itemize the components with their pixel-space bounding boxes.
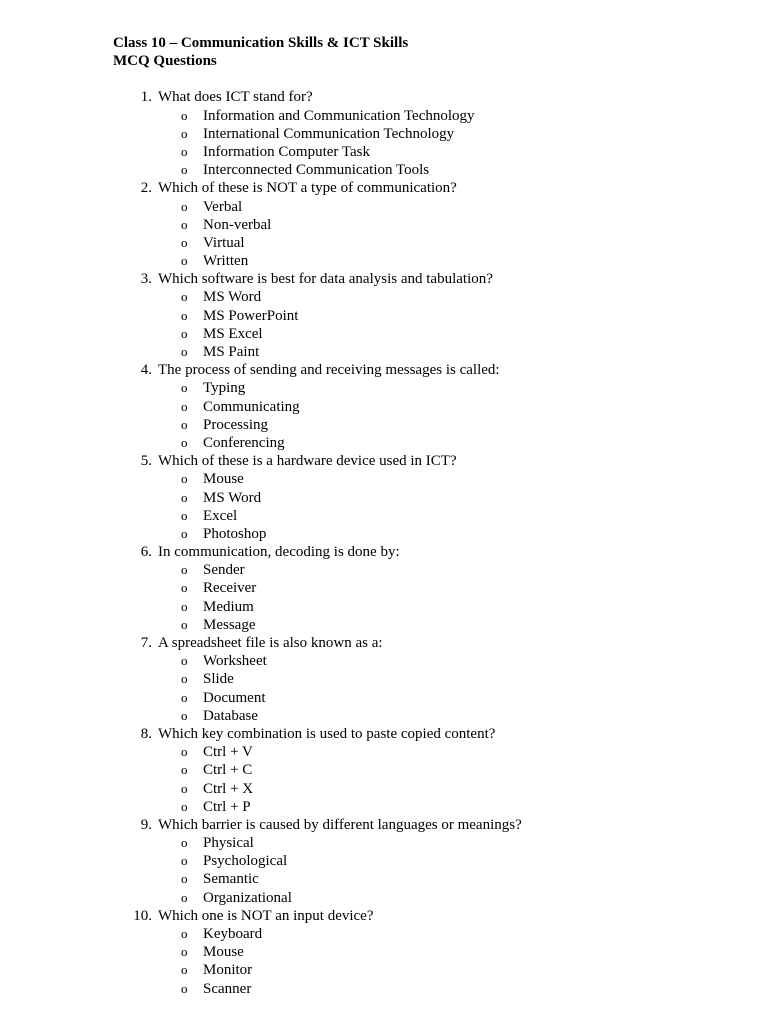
question-row	[113, 452, 733, 470]
option-item	[113, 198, 733, 216]
option-text: Physical	[203, 835, 254, 852]
bullet-icon: o	[181, 889, 188, 905]
question-text: The process of sending and receiving messages is called:	[158, 362, 500, 379]
question-row	[113, 179, 733, 197]
option-item	[113, 579, 733, 597]
option-text: Ctrl + X	[203, 780, 254, 797]
option-item	[113, 525, 733, 543]
option-item	[113, 125, 733, 143]
option-item	[113, 943, 733, 961]
option-text: Database	[203, 707, 258, 724]
option-item	[113, 834, 733, 852]
document-title: Class 10 – Communication Skills & ICT Skills	[113, 35, 409, 51]
bullet-icon: o	[181, 489, 188, 505]
option-item	[113, 925, 733, 943]
option-item	[113, 379, 733, 397]
question-number: 4.	[140, 362, 152, 379]
question-number: 2.	[140, 180, 152, 197]
option-text: Medium	[203, 598, 254, 615]
question-row	[113, 88, 733, 106]
bullet-icon: o	[181, 107, 188, 123]
option-item	[113, 470, 733, 488]
question-row	[113, 816, 733, 834]
bullet-icon: o	[181, 653, 188, 669]
option-item	[113, 216, 733, 234]
bullet-icon: o	[181, 125, 188, 141]
option-text: Worksheet	[203, 653, 267, 670]
bullet-icon: o	[181, 616, 188, 632]
option-text: Information Computer Task	[203, 143, 370, 160]
option-text: Non-verbal	[203, 216, 272, 233]
option-text: Psychological	[203, 853, 288, 870]
question-text: A spreadsheet file is also known as a:	[158, 635, 383, 651]
option-item	[113, 961, 733, 979]
bullet-icon: o	[181, 143, 188, 159]
option-text: MS Paint	[203, 344, 260, 360]
bullet-icon: o	[181, 744, 188, 760]
option-item	[113, 252, 733, 270]
question-text: Which software is best for data analysis and tabulation?	[158, 271, 493, 288]
option-item	[113, 761, 733, 779]
bullet-icon: o	[181, 216, 188, 232]
option-item	[113, 507, 733, 525]
question-text: In communication, decoding is done by:	[158, 544, 400, 561]
option-text: Ctrl + P	[203, 798, 251, 815]
option-item	[113, 798, 733, 816]
option-text: Document	[203, 689, 266, 706]
question-text: Which of these is a hardware device used in ICT?	[158, 453, 457, 470]
bullet-icon: o	[181, 798, 188, 814]
question-item	[113, 543, 733, 634]
bullet-icon: o	[181, 471, 188, 487]
option-item	[113, 598, 733, 616]
option-text: Information and Communication Technology	[203, 107, 475, 124]
option-text: MS Word	[203, 289, 262, 306]
question-text: Which barrier is caused by different languages or meanings?	[158, 816, 522, 833]
option-item	[113, 561, 733, 579]
option-text: Excel	[203, 507, 238, 524]
option-item	[113, 852, 733, 870]
option-item	[113, 343, 733, 361]
bullet-icon: o	[181, 871, 188, 887]
question-list	[113, 88, 733, 997]
question-item	[113, 634, 733, 725]
bullet-icon: o	[181, 598, 188, 614]
bullet-icon: o	[181, 780, 188, 796]
option-item	[113, 743, 733, 761]
question-item	[113, 816, 733, 907]
bullet-icon: o	[181, 398, 188, 414]
bullet-icon: o	[181, 307, 188, 323]
option-item	[113, 107, 733, 125]
question-text: Which one is NOT an input device?	[158, 907, 374, 924]
bullet-icon: o	[181, 162, 188, 178]
option-item	[113, 288, 733, 306]
option-text: Mouse	[203, 944, 244, 961]
option-text: Virtual	[203, 234, 245, 251]
bullet-icon: o	[181, 434, 188, 450]
option-text: Photoshop	[203, 525, 267, 542]
question-item	[113, 907, 733, 998]
option-text: Receiver	[203, 580, 257, 597]
option-text: Sender	[203, 562, 245, 579]
question-number: 5.	[140, 453, 152, 470]
bullet-icon: o	[181, 926, 188, 941]
option-item	[113, 689, 733, 707]
option-item	[113, 870, 733, 888]
bullet-icon: o	[181, 944, 188, 960]
option-text: Keyboard	[203, 926, 263, 942]
question-row	[113, 361, 733, 379]
option-text: Typing	[203, 380, 246, 397]
bullet-icon: o	[181, 416, 188, 432]
option-item	[113, 416, 733, 434]
option-item	[113, 325, 733, 343]
question-item	[113, 270, 733, 361]
bullet-icon: o	[181, 562, 188, 578]
question-number: 7.	[140, 635, 152, 651]
option-text: Ctrl + C	[203, 762, 253, 779]
option-text: Verbal	[203, 198, 243, 215]
option-item	[113, 616, 733, 634]
question-text: Which key combination is used to paste copied content?	[158, 725, 496, 742]
question-item	[113, 179, 733, 270]
bullet-icon: o	[181, 762, 188, 778]
option-text: Scanner	[203, 980, 252, 997]
question-row	[113, 907, 733, 925]
option-text: Mouse	[203, 471, 244, 488]
bullet-icon: o	[181, 380, 188, 396]
option-item	[113, 434, 733, 452]
option-text: Slide	[203, 671, 234, 688]
question-number: 1.	[140, 89, 152, 106]
question-row	[113, 634, 733, 652]
option-text: Interconnected Communication Tools	[203, 162, 430, 179]
option-item	[113, 398, 733, 416]
question-row	[113, 270, 733, 288]
question-number: 10.	[133, 907, 152, 924]
option-text: MS PowerPoint	[203, 307, 299, 324]
option-text: Processing	[203, 416, 268, 433]
bullet-icon: o	[181, 853, 188, 869]
bullet-icon: o	[181, 507, 188, 523]
document-page	[113, 34, 733, 998]
bullet-icon: o	[181, 671, 188, 687]
bullet-icon: o	[181, 234, 188, 250]
question-item	[113, 725, 733, 816]
question-number: 9.	[140, 816, 152, 833]
option-item	[113, 889, 733, 907]
question-number: 3.	[140, 271, 152, 288]
bullet-icon: o	[181, 325, 188, 341]
option-text: Communicating	[203, 398, 300, 415]
option-item	[113, 780, 733, 798]
bullet-icon: o	[181, 980, 188, 996]
bullet-icon: o	[181, 289, 188, 305]
option-text: Ctrl + V	[203, 744, 253, 761]
bullet-icon: o	[181, 835, 188, 851]
question-text: What does ICT stand for?	[158, 89, 313, 106]
question-text: Which of these is NOT a type of communication?	[158, 180, 457, 197]
bullet-icon: o	[181, 707, 188, 723]
bullet-icon: o	[181, 962, 188, 978]
question-row	[113, 725, 733, 743]
question-row	[113, 543, 733, 561]
question-item	[113, 361, 733, 452]
option-item	[113, 980, 733, 998]
option-text: Conferencing	[203, 434, 285, 451]
option-text: Organizational	[203, 889, 292, 906]
question-number: 8.	[140, 725, 152, 742]
bullet-icon: o	[181, 198, 188, 214]
option-text: Semantic	[203, 871, 259, 888]
option-text: MS Word	[203, 489, 262, 506]
option-item	[113, 707, 733, 725]
option-item	[113, 161, 733, 179]
bullet-icon: o	[181, 689, 188, 705]
bullet-icon: o	[181, 344, 188, 359]
option-item	[113, 652, 733, 670]
option-text: MS Excel	[203, 325, 263, 342]
option-item	[113, 307, 733, 325]
bullet-icon: o	[181, 525, 188, 541]
question-item	[113, 88, 733, 179]
option-text: Message	[203, 616, 256, 633]
option-item	[113, 143, 733, 161]
bullet-icon: o	[181, 253, 188, 269]
option-text: Written	[203, 253, 249, 270]
option-item	[113, 489, 733, 507]
document-subtitle: MCQ Questions	[113, 53, 217, 70]
option-text: Monitor	[203, 962, 253, 979]
option-item	[113, 234, 733, 252]
option-item	[113, 670, 733, 688]
option-text: International Communication Technology	[203, 125, 455, 142]
question-number: 6.	[140, 544, 152, 561]
question-item	[113, 452, 733, 543]
bullet-icon: o	[181, 580, 188, 596]
